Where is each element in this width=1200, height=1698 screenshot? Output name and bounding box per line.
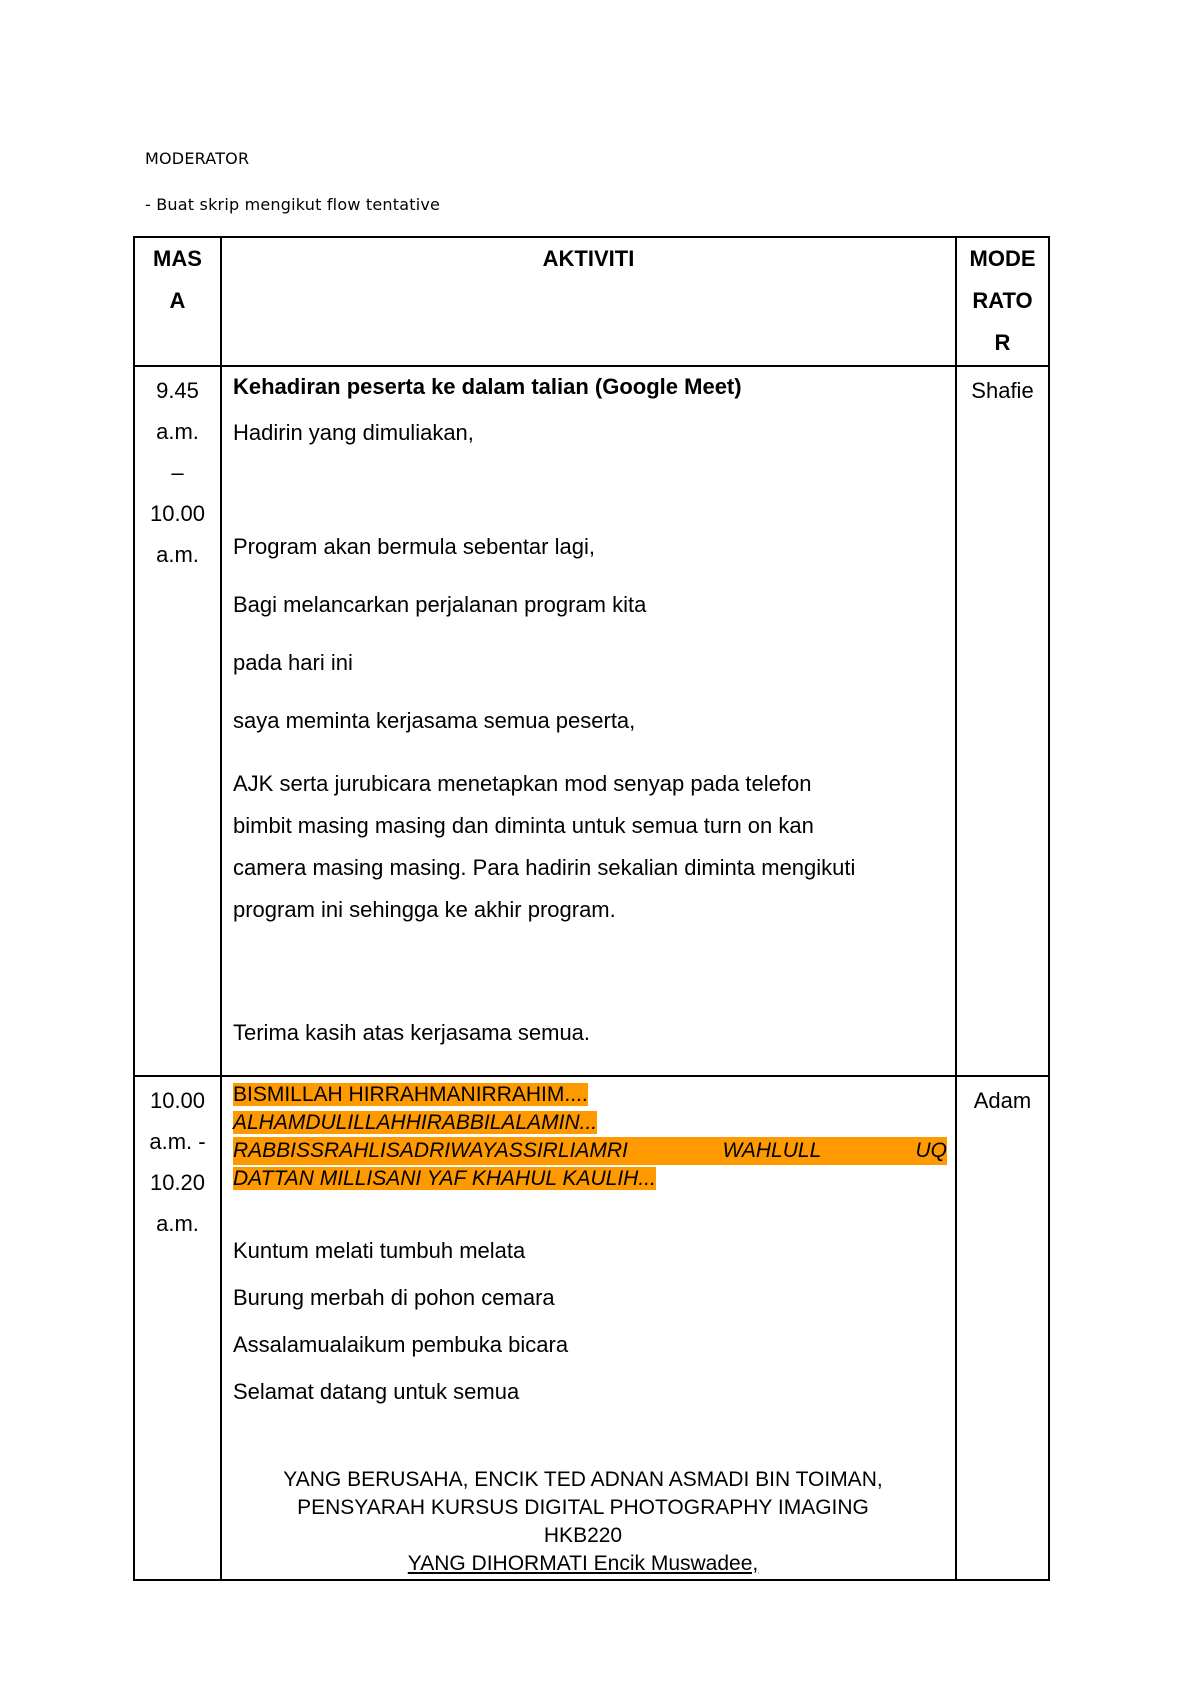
paragraph-line: program ini sehingga ke akhir program. — [233, 897, 616, 922]
masa-line: 10.00 — [149, 501, 206, 526]
header-aktiviti — [221, 237, 956, 366]
honorific-line: YANG DIHORMATI Encik Muswadee, — [407, 1552, 759, 1575]
header-moderator — [956, 237, 1049, 366]
script-line: pada hari ini — [233, 650, 353, 675]
masa-line: a.m. — [156, 419, 199, 444]
header-aktiviti-label: AKTIVITI — [542, 246, 635, 271]
masa-line: a.m. — [156, 542, 199, 567]
paragraph-line: AJK serta jurubicara menetapkan mod senyap pada telefon — [233, 771, 812, 796]
document-title: MODERATOR — [145, 149, 250, 168]
highlighted-doa — [233, 1077, 947, 1193]
masa-line: a.m. - — [149, 1129, 206, 1154]
header-masa — [134, 237, 221, 366]
script-line: saya meminta kerjasama semua peserta, — [233, 708, 636, 733]
document-note: - Buat skrip mengikut flow tentative — [145, 195, 441, 214]
header-moderator-line: MODE — [969, 246, 1036, 271]
doa-line: BISMILLAH HIRRAHMANIRRAHIM.... — [233, 1083, 588, 1106]
masa-line: 10.00 — [149, 1088, 206, 1113]
tentative-table — [133, 236, 1050, 1581]
masa-line: – — [171, 460, 184, 485]
greeting-line: Hadirin yang dimuliakan, — [233, 420, 474, 445]
moderator-name: Adam — [973, 1088, 1032, 1113]
masa-line: 10.20 — [149, 1170, 206, 1195]
honorific-line: HKB220 — [543, 1524, 623, 1547]
pantun-line: Selamat datang untuk semua — [233, 1379, 520, 1404]
moderator-cell — [956, 1076, 1049, 1580]
header-masa-line: MAS — [153, 246, 202, 271]
script-line: Bagi melancarkan perjalanan program kita — [233, 592, 647, 617]
header-moderator-line: RATO — [972, 288, 1033, 313]
doa-line: RABBISSRAHLISADRIWAYASSIRLIAMRI WAHLULL UQ — [233, 1137, 947, 1165]
paragraph-line: bimbit masing masing dan diminta untuk semua turn on kan — [233, 813, 814, 838]
table-header-row — [134, 237, 1049, 366]
aktiviti-cell — [221, 1076, 956, 1580]
paragraph-line: camera masing masing. Para hadirin sekalian diminta mengikuti — [233, 855, 856, 880]
aktiviti-cell — [221, 366, 956, 1076]
table-row — [134, 366, 1049, 1076]
script-paragraph — [233, 763, 947, 931]
masa-line: 9.45 — [156, 378, 199, 403]
table-row — [134, 1076, 1049, 1580]
pantun-line: Assalamualaikum pembuka bicara — [233, 1332, 569, 1357]
closing-line: Terima kasih atas kerjasama semua. — [233, 1020, 591, 1045]
masa-line: a.m. — [156, 1211, 199, 1236]
moderator-name: Shafie — [971, 378, 1034, 403]
honorifics-block — [219, 1466, 947, 1578]
moderator-cell — [956, 366, 1049, 1076]
script-line: Program akan bermula sebentar lagi, — [233, 534, 595, 559]
header-masa-line: A — [169, 288, 186, 313]
honorific-line: YANG BERUSAHA, ENCIK TED ADNAN ASMADI BIN TOIMAN, — [283, 1468, 883, 1491]
header-moderator-line: R — [994, 330, 1011, 355]
doa-line: DATTAN MILLISANI YAF KHAHUL KAULIH... — [233, 1167, 656, 1190]
pantun-line: Burung merbah di pohon cemara — [233, 1285, 555, 1310]
masa-cell — [134, 1076, 221, 1580]
masa-cell — [134, 366, 221, 1076]
pantun-line: Kuntum melati tumbuh melata — [233, 1238, 526, 1263]
doa-line: ALHAMDULILLAHHIRABBILALAMIN... — [233, 1111, 598, 1134]
honorific-line: PENSYARAH KURSUS DIGITAL PHOTOGRAPHY IMAGING — [297, 1496, 869, 1519]
activity-heading: Kehadiran peserta ke dalam talian (Google Meet) — [233, 374, 742, 399]
